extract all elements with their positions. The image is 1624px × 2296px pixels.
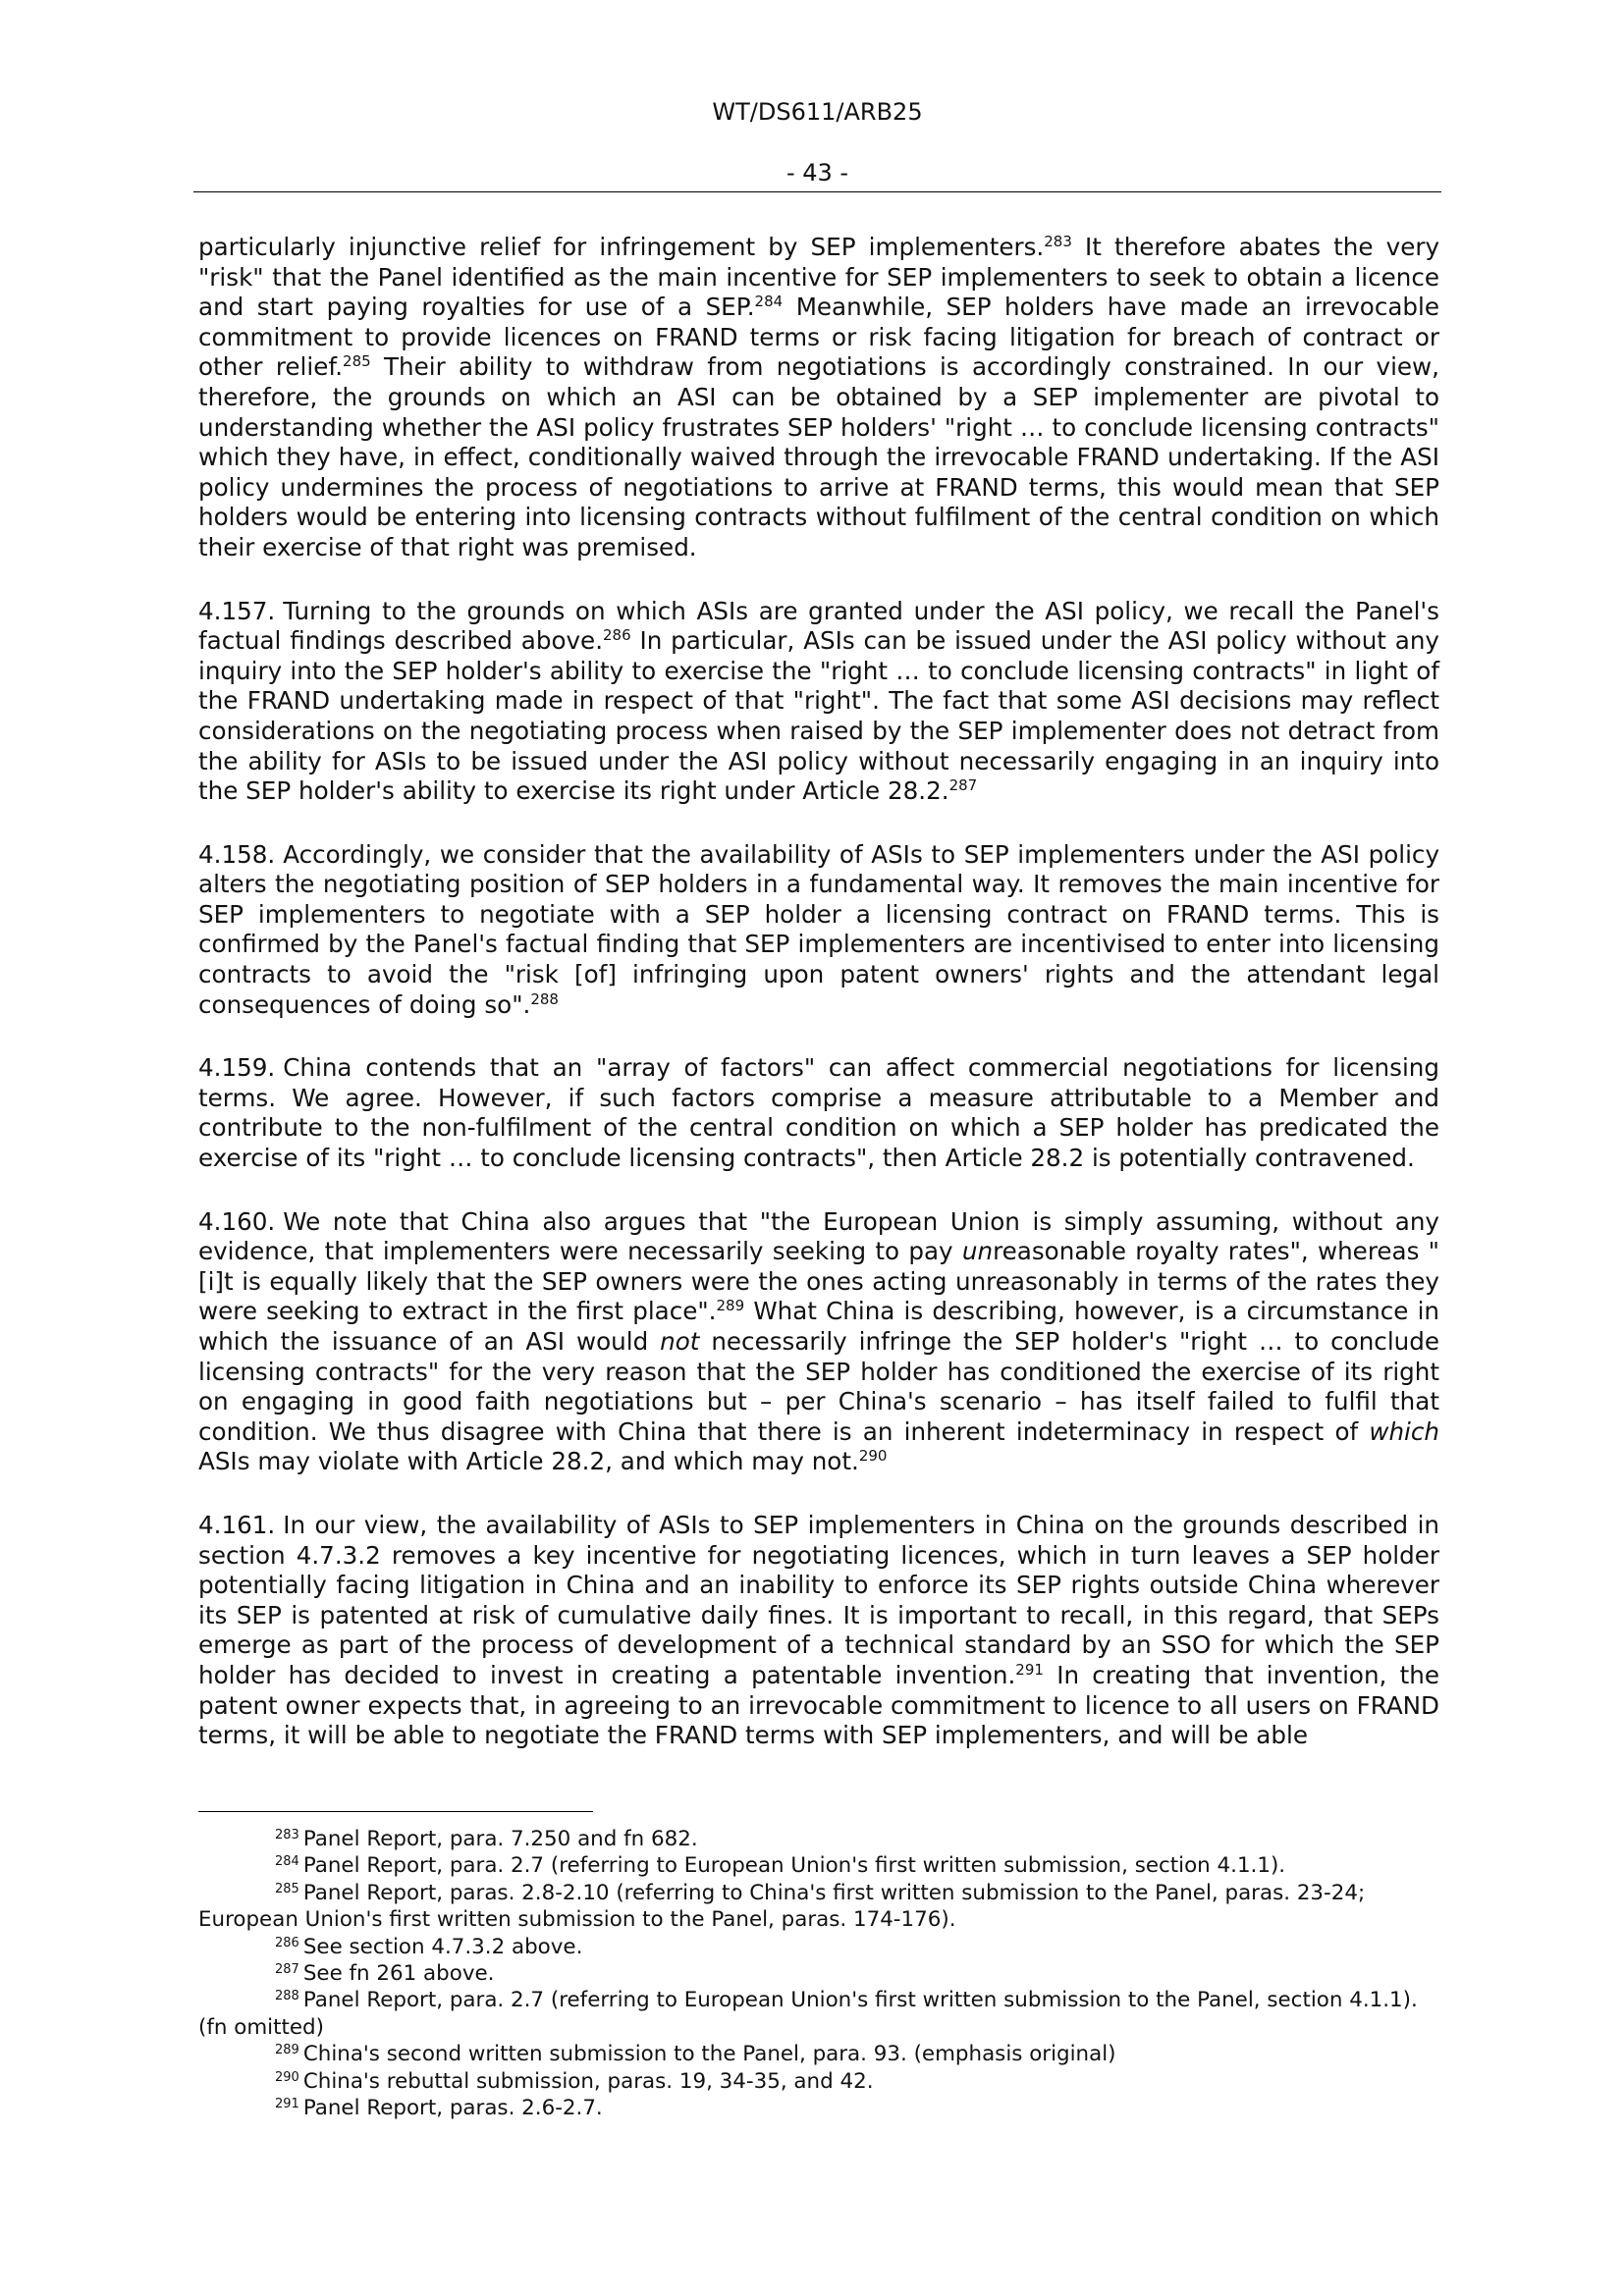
footnote	[198, 1826, 1439, 1852]
footnote-number: 283	[275, 1828, 299, 1842]
footnote-number: 287	[275, 1962, 299, 1978]
footnote-reference: 283	[1044, 233, 1072, 250]
paragraph-text: In particular, ASIs can be issued under the ASI policy without any inquiry into the SEP holder's ability to exercise the "right … to conclude licensing contracts" in light of the FRAND undertaking made in respect of that "right". The fact that some ASI decisions may reflect considerations on the negotiating process when raised by the SEP implementer does not detract from the ability for ASIs to be issued under the ASI policy without necessarily engaging in an inquiry into the SEP holder's ability to exercise its right under Article 28.2.	[198, 626, 1439, 806]
paragraph-text: Meanwhile, SEP holders have made an irrevocable commitment to provide licences on FRAND terms or risk facing litigation for breach of contract or other relief.	[198, 293, 1439, 382]
footnote-text: Panel Report, paras. 2.6-2.7.	[302, 2096, 603, 2121]
footnote-reference: 291	[1015, 1660, 1044, 1679]
paragraph	[198, 840, 1439, 1021]
paragraph-text: What China is describing, however, is a circumstance in which the issuance of an ASI would	[198, 1297, 1440, 1356]
emphasis-text: which	[1369, 1416, 1439, 1446]
paragraph-text: Turning to the grounds on which ASIs are granted under the ASI policy, we recall the Panel's factual findings described above.	[198, 596, 1439, 656]
footnote-number: 291	[275, 2097, 299, 2112]
footnote	[198, 2068, 1439, 2095]
footnote-text: See fn 261 above.	[302, 1961, 495, 1987]
footnote-text: Panel Report, para. 7.250 and fn 682.	[302, 1827, 698, 1851]
emphasis-text: un	[961, 1237, 994, 1266]
footnote-reference: 290	[858, 1447, 888, 1466]
paragraph-text: China contends that an "array of factors" can affect commercial negotiations for licensing terms. We agree. However, if such factors comprise a measure attributable to a Member and contribute to the non-fulfilment of the central condition on which a SEP holder has predicated the exercise of its "right … to conclude licensing contracts", then Article 28.2 is potentially contravened.	[198, 1053, 1439, 1173]
paragraph-number: 4.159.	[198, 1053, 276, 1083]
footnotes	[198, 1826, 1439, 2121]
paragraph-text: Accordingly, we consider that the availability of ASIs to SEP implementers under the ASI policy alters the negotiating position of SEP holders in a fundamental way. It removes the main incentive for SEP implementers to negotiate with a SEP holder a licensing contract on FRAND terms. This is confirmed by the Panel's factual finding that SEP implementers are incentivised to enter into licensing contracts to avoid the "risk [of] infringing upon patent owners' rights and the attendant legal consequences of doing so".	[198, 839, 1439, 1019]
paragraph-number: 4.161.	[198, 1510, 276, 1539]
paragraph-number: 4.160.	[198, 1206, 276, 1236]
footnote-number: 286	[275, 1935, 299, 1950]
footnote	[198, 2041, 1439, 2067]
footnote-divider	[198, 1811, 593, 1812]
body-text	[198, 233, 1439, 1785]
footnote-reference: 286	[603, 626, 631, 645]
footnote-reference: 289	[716, 1297, 745, 1315]
footnote-text: Panel Report, para. 2.7 (referring to European Union's first written submission, section 4.1.1).	[302, 1853, 1286, 1879]
footnote	[198, 1960, 1439, 1987]
footnote-number: 288	[275, 1989, 299, 2004]
paragraph-number: 4.157.	[198, 596, 276, 625]
footnote-reference: 284	[754, 293, 784, 311]
footnote-number: 290	[275, 2069, 299, 2085]
paragraph	[198, 597, 1439, 807]
paragraph-text: We note that China also argues that "the European Union is simply assuming, without any evidence, that implementers were necessarily seeking to pay	[198, 1206, 1439, 1266]
paragraph-text: necessarily infringe the SEP holder's "right … to conclude licensing contracts" for the very reason that the SEP holder has conditioned the exercise of its right on engaging in good faith negotiations but – per China's scenario – has itself failed to fulfil that condition. We thus disagree with China that there is an inherent indeterminacy in respect of	[198, 1327, 1439, 1446]
footnote-reference: 285	[343, 352, 371, 371]
paragraph	[198, 233, 1439, 563]
footnote-text: Panel Report, paras. 2.8-2.10 (referring to China's first written submission to the Panel, paras. 23-24; European Union's first written submission to the Panel, paras. 174-176).	[198, 1880, 1366, 1933]
paragraph-text: Their ability to withdraw from negotiations is accordingly constrained. In our view, therefore, the grounds on which an ASI can be obtained by a SEP implementer are pivotal to understanding whether the ASI policy frustrates SEP holders' "right … to conclude licensing contracts" which they have, in effect, conditionally waived through the irrevocable FRAND undertaking. If the ASI policy undermines the process of negotiations to arrive at FRAND terms, this would mean that SEP holders would be entering into licensing contracts without fulfilment of the central condition on which their exercise of that right was premised.	[198, 352, 1439, 561]
paragraph-text: ASIs may violate with Article 28.2, and which may not.	[198, 1447, 859, 1476]
document-symbol: WT/DS611/ARB25	[712, 98, 923, 126]
footnote	[198, 1852, 1439, 1879]
emphasis-text: not	[660, 1327, 700, 1356]
footnote-number: 289	[275, 2043, 299, 2058]
footnote	[198, 1934, 1439, 1960]
paragraph	[198, 1511, 1439, 1751]
footnote	[198, 1987, 1439, 2041]
paragraph-text: In creating that invention, the patent owner expects that, in agreeing to an irrevocable commitment to licence to all users on FRAND terms, it will be able to negotiate the FRAND terms with SEP implementers, and will be able	[198, 1660, 1439, 1750]
paragraph-text: In our view, the availability of ASIs to SEP implementers in China on the grounds described in section 4.7.3.2 removes a key incentive for negotiating licences, which in turn leaves a SEP holder potentially facing litigation in China and an inability to enforce its SEP rights outside China wherever its SEP is patented at risk of cumulative daily fines. It is important to recall, in this regard, that SEPs emerge as part of the process of development of a technical standard by an SSO for which the SEP holder has decided to invest in creating a patentable invention.	[198, 1510, 1439, 1689]
footnote-reference: 287	[948, 776, 978, 795]
footnote	[198, 2095, 1439, 2121]
footnote-text: China's second written submission to the Panel, para. 93. (emphasis original)	[302, 2042, 1116, 2067]
footnote-text: See section 4.7.3.2 above.	[302, 1934, 583, 1959]
footnote	[198, 1880, 1439, 1934]
paragraph-number: 4.158.	[198, 839, 276, 869]
footnote-reference: 288	[530, 989, 559, 1008]
paragraph-text: It therefore abates the very "risk" that the Panel identified as the main incentive for SEP implementers to seek to obtain a licence and start paying royalties for use of a SEP.	[198, 233, 1439, 322]
paragraph-text: reasonable royalty rates", whereas "[i]t is equally likely that the SEP owners were the ones acting unreasonably in terms of the rates they were seeking to extract in the first place".	[198, 1237, 1439, 1326]
paragraph-text: particularly injunctive relief for infringement by SEP implementers.	[198, 233, 1045, 261]
paragraph	[198, 1207, 1439, 1477]
footnote-number: 284	[275, 1854, 299, 1870]
footnote-text: Panel Report, para. 2.7 (referring to European Union's first written submission to the Panel, section 4.1.1). (fn omitted)	[198, 1988, 1418, 2040]
footnote-number: 285	[275, 1881, 299, 1896]
paragraph	[198, 1053, 1439, 1173]
header-divider	[193, 191, 1441, 192]
page-number: - 43 -	[785, 159, 849, 187]
footnote-text: China's rebuttal submission, paras. 19, 34-35, and 42.	[302, 2068, 874, 2094]
